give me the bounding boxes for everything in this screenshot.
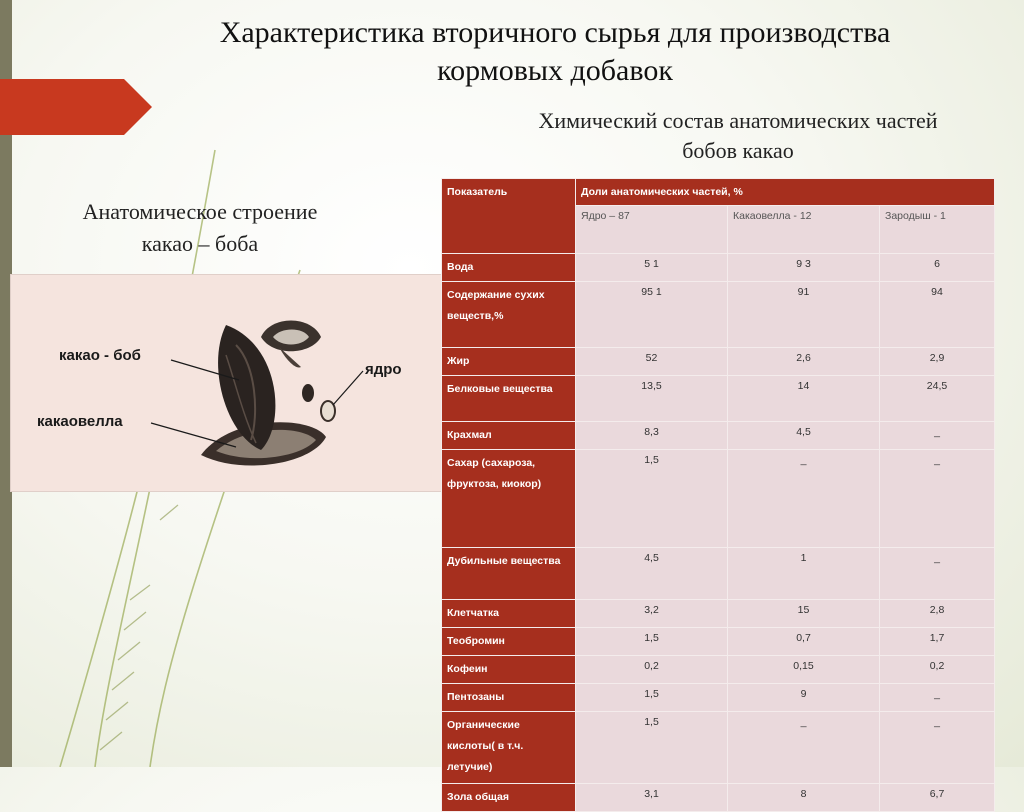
table-row [442, 684, 995, 712]
row-label: Вода [442, 254, 576, 282]
row-value: 3,2 [576, 600, 728, 628]
row-label: Кофеин [442, 656, 576, 684]
row-value: 4,5 [728, 422, 880, 450]
column-germ: Зародыш - 1 [880, 206, 995, 254]
row-value: 3,1 [576, 784, 728, 812]
row-label: Пентозаны [442, 684, 576, 712]
row-value: 0,2 [880, 656, 995, 684]
row-value: 1,5 [576, 450, 728, 548]
table-subtitle [488, 106, 988, 166]
row-label: Теобромин [442, 628, 576, 656]
row-value: _ [880, 422, 995, 450]
figure-caption [40, 196, 360, 260]
table-row [442, 656, 995, 684]
row-value: 15 [728, 600, 880, 628]
row-label: Белковые вещества [442, 376, 576, 422]
subtitle-line-1: Химический состав анатомических частей [538, 108, 938, 133]
row-value: 0,15 [728, 656, 880, 684]
label-cocoa-shell: какаовелла [37, 413, 123, 430]
row-value: 95 1 [576, 282, 728, 348]
cocoa-pod-illustration [11, 275, 443, 493]
row-label: Содержание сухих веществ,% [442, 282, 576, 348]
row-value: 8 [728, 784, 880, 812]
row-label: Крахмал [442, 422, 576, 450]
row-value: 4,5 [576, 548, 728, 600]
title-line-1: Характеристика вторичного сырья для производства [219, 16, 891, 49]
column-shell: Какаовелла - 12 [728, 206, 880, 254]
label-kernel: ядро [365, 361, 402, 378]
row-value: 52 [576, 348, 728, 376]
row-value: 0,2 [576, 656, 728, 684]
column-kernel: Ядро – 87 [576, 206, 728, 254]
row-value: _ [880, 548, 995, 600]
title-line-2: кормовых добавок [437, 54, 673, 87]
row-value: 9 [728, 684, 880, 712]
row-value: 2,8 [880, 600, 995, 628]
row-value: _ [880, 712, 995, 784]
table-header-row [442, 179, 995, 206]
row-value: _ [880, 450, 995, 548]
row-value: 1,5 [576, 628, 728, 656]
row-value: _ [728, 712, 880, 784]
row-value: 6,7 [880, 784, 995, 812]
row-value: _ [728, 450, 880, 548]
row-label: Органические кислоты( в т.ч. летучие) [442, 712, 576, 784]
table-row [442, 548, 995, 600]
row-label: Клетчатка [442, 600, 576, 628]
row-value: 6 [880, 254, 995, 282]
row-value: 24,5 [880, 376, 995, 422]
composition-table [441, 178, 995, 812]
row-value: _ [880, 684, 995, 712]
table-row [442, 376, 995, 422]
row-value: 2,6 [728, 348, 880, 376]
row-value: 8,3 [576, 422, 728, 450]
row-value: 14 [728, 376, 880, 422]
table-row [442, 712, 995, 784]
cocoa-bean-figure [10, 274, 442, 492]
table-row [442, 254, 995, 282]
table-row [442, 422, 995, 450]
label-cocoa-pod: какао - боб [59, 347, 141, 364]
row-value: 1,7 [880, 628, 995, 656]
row-value: 0,7 [728, 628, 880, 656]
table-row [442, 282, 995, 348]
row-value: 91 [728, 282, 880, 348]
row-value: 2,9 [880, 348, 995, 376]
table-row [442, 450, 995, 548]
row-label: Жир [442, 348, 576, 376]
table-row [442, 600, 995, 628]
header-group: Доли анатомических частей, % [576, 179, 995, 206]
row-value: 1 [728, 548, 880, 600]
slide-title [160, 14, 950, 90]
row-label: Дубильные вещества [442, 548, 576, 600]
row-value: 94 [880, 282, 995, 348]
row-value: 1,5 [576, 684, 728, 712]
header-indicator: Показатель [442, 179, 576, 254]
caption-line-1: Анатомическое строение [82, 199, 318, 224]
row-value: 13,5 [576, 376, 728, 422]
table-row [442, 348, 995, 376]
row-value: 5 1 [576, 254, 728, 282]
row-label: Зола общая [442, 784, 576, 812]
table-row [442, 628, 995, 656]
caption-line-2: какао – боба [141, 231, 259, 256]
row-label: Сахар (сахароза, фруктоза, киокор) [442, 450, 576, 548]
row-value: 1,5 [576, 712, 728, 784]
row-value: 9 3 [728, 254, 880, 282]
table-row [442, 784, 995, 812]
subtitle-line-2: бобов какао [682, 138, 794, 163]
red-arrow-tab [0, 79, 152, 135]
